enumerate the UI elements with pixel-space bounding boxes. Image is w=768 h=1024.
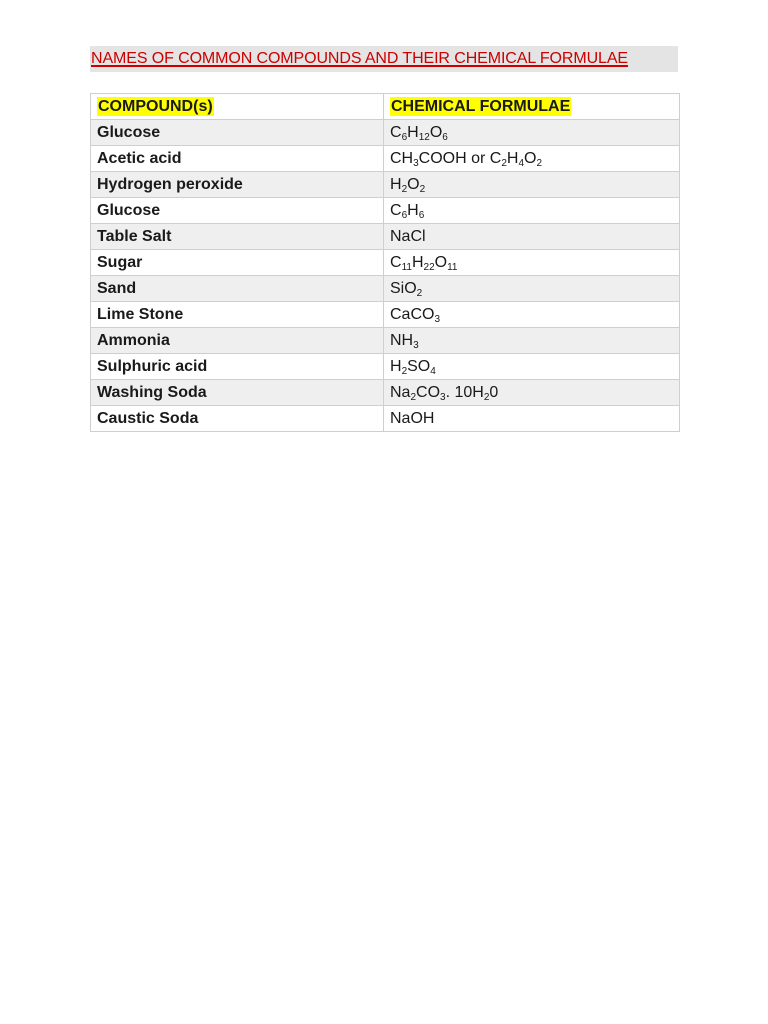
table-row	[91, 120, 680, 146]
formula-cell	[384, 380, 680, 406]
formula-subscript: 11	[447, 262, 458, 273]
compound-name-cell: Sulphuric acid	[91, 354, 384, 380]
header-formula-label: CHEMICAL FORMULAE	[391, 98, 571, 115]
compound-name-cell: Hydrogen peroxide	[91, 172, 384, 198]
formula-subscript: 2	[483, 392, 490, 403]
formula-text: NaCl	[390, 228, 426, 245]
formula-text: CH	[390, 150, 414, 167]
compound-name-cell: Glucose	[91, 120, 384, 146]
formula-subscript: 22	[423, 262, 435, 273]
formula-cell	[384, 120, 680, 146]
formula-text: H	[506, 150, 519, 167]
compound-name-cell: Washing Soda	[91, 380, 384, 406]
formula-text: C	[390, 202, 402, 219]
table-row	[91, 224, 680, 250]
formula-subscript: 6	[401, 210, 408, 221]
formula-subscript: 2	[419, 184, 426, 195]
formula-text: SiO	[390, 280, 417, 297]
page-title: NAMES OF COMMON COMPOUNDS AND THEIR CHEMICAL FORMULAE	[91, 50, 628, 67]
compound-name-cell: Sugar	[91, 250, 384, 276]
table-row	[91, 146, 680, 172]
formula-cell	[384, 276, 680, 302]
formula-subscript: 2	[401, 184, 408, 195]
compound-name-cell: Ammonia	[91, 328, 384, 354]
formula-cell	[384, 224, 680, 250]
table-row	[91, 198, 680, 224]
compound-name-cell: Glucose	[91, 198, 384, 224]
table-row	[91, 250, 680, 276]
formula-text: H	[407, 124, 419, 141]
formula-subscript: 3	[440, 392, 446, 403]
formula-text: C	[390, 124, 402, 141]
formula-subscript: 6	[401, 132, 408, 143]
formula-text: O	[429, 124, 443, 141]
header-compound-label: COMPOUND(s)	[98, 98, 213, 115]
formula-subscript: 2	[501, 158, 507, 169]
formula-text: H	[390, 358, 402, 375]
formula-text: H	[390, 176, 402, 193]
table-row	[91, 276, 680, 302]
formula-text: Na	[390, 384, 411, 401]
formula-text: H	[411, 254, 424, 271]
formula-text: SO	[407, 358, 431, 375]
formula-cell	[384, 146, 680, 172]
title-bar	[90, 46, 678, 72]
formula-subscript: 2	[401, 366, 408, 377]
formula-subscript: 6	[442, 132, 448, 143]
formula-subscript: 3	[434, 314, 441, 325]
formula-subscript: 3	[413, 340, 419, 351]
formula-subscript: 12	[418, 132, 430, 143]
formula-subscript: 2	[416, 288, 423, 299]
formula-cell	[384, 198, 680, 224]
formula-cell	[384, 354, 680, 380]
formula-cell	[384, 328, 680, 354]
compound-name-cell: Table Salt	[91, 224, 384, 250]
formula-cell	[384, 172, 680, 198]
formula-text: 0	[489, 384, 499, 401]
formula-text: C	[390, 254, 402, 271]
formula-subscript: 2	[410, 392, 417, 403]
formula-subscript: 4	[430, 366, 436, 377]
formula-text: NaOH	[390, 410, 435, 427]
formula-subscript: 6	[418, 210, 425, 221]
formula-subscript: 2	[536, 158, 543, 169]
compounds-table	[90, 93, 680, 432]
formula-text: O	[524, 150, 537, 167]
formula-text: NH	[390, 332, 414, 349]
header-compound-cell	[91, 94, 384, 120]
compound-name-cell: Sand	[91, 276, 384, 302]
table-row	[91, 328, 680, 354]
formula-text: . 10H	[445, 384, 484, 401]
formula-subscript: 4	[518, 158, 525, 169]
formula-text: COOH or C	[418, 150, 502, 167]
formula-cell	[384, 302, 680, 328]
formula-cell	[384, 406, 680, 432]
formula-text: O	[407, 176, 420, 193]
header-formula-cell	[384, 94, 680, 120]
table-row	[91, 354, 680, 380]
compound-name-cell: Lime Stone	[91, 302, 384, 328]
formula-text: H	[407, 202, 419, 219]
table-row	[91, 406, 680, 432]
compound-name-cell: Acetic acid	[91, 146, 384, 172]
table-row	[91, 302, 680, 328]
formula-subscript: 3	[413, 158, 419, 169]
formula-text: CO	[416, 384, 441, 401]
table-row	[91, 172, 680, 198]
table-row	[91, 380, 680, 406]
table-header-row	[91, 94, 680, 120]
compounds-table-body	[91, 94, 680, 432]
formula-subscript: 11	[401, 262, 412, 273]
compound-name-cell: Caustic Soda	[91, 406, 384, 432]
formula-cell	[384, 250, 680, 276]
formula-text: CaCO	[390, 306, 435, 323]
formula-text: O	[434, 254, 448, 271]
